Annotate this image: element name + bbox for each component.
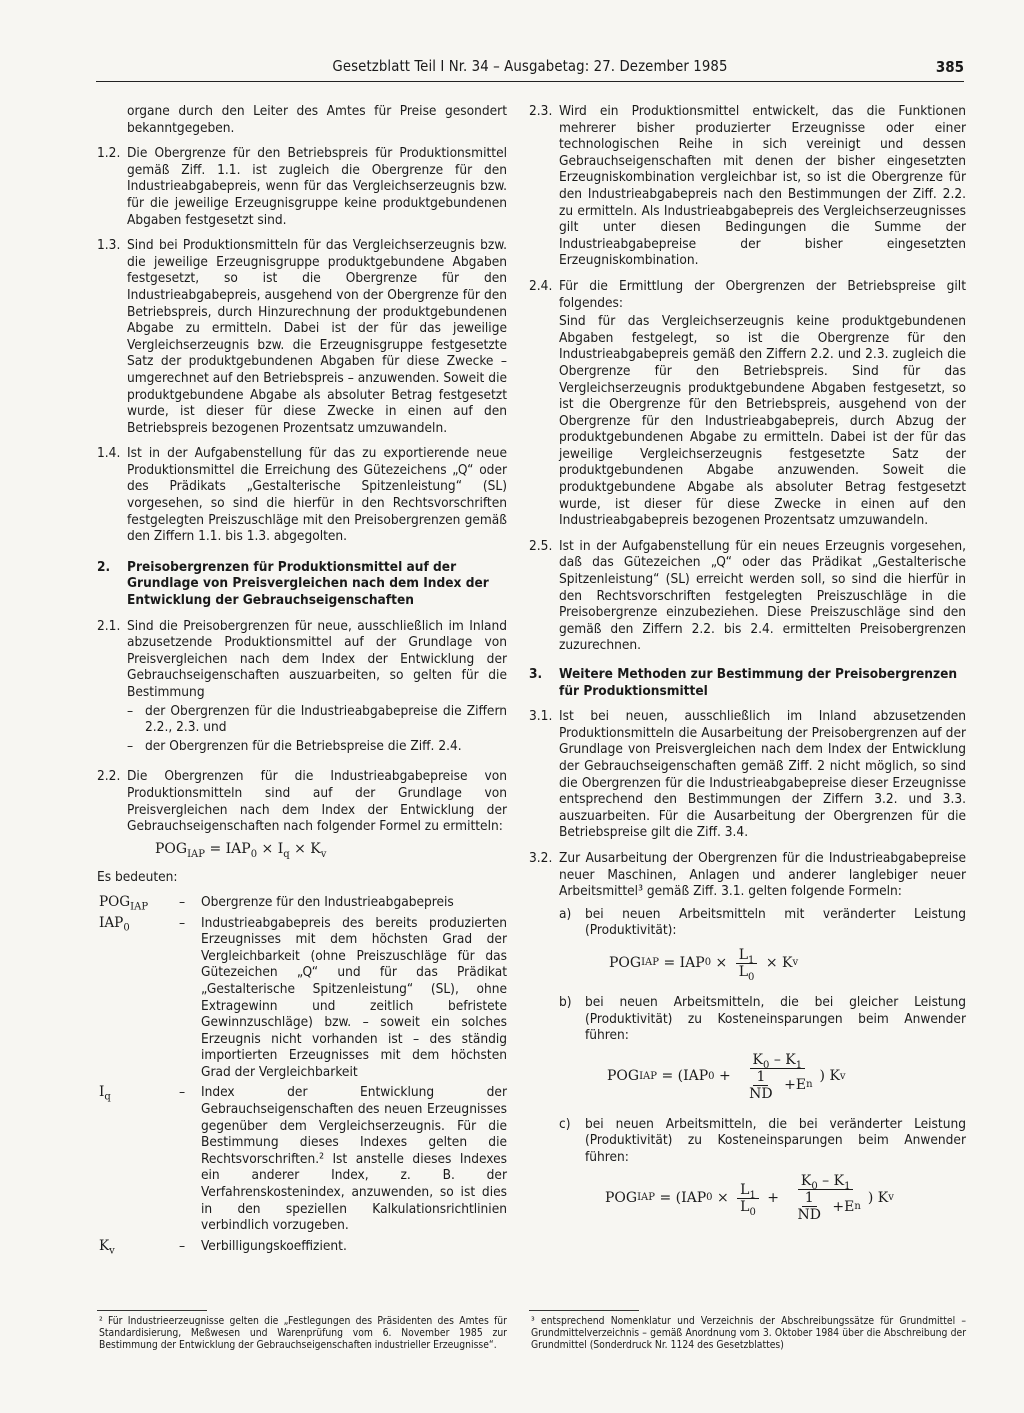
section-text: Zur Ausarbeitung der Obergrenzen für die Industrieabgabepreise neuer Maschinen, Anlagen und anderer langlebiger neuer Arbeitsmittel³ gemäß Ziff. 3.1. gelten folgende Formeln: — [559, 849, 966, 900]
section-2-3 — [529, 103, 966, 269]
definition-text: Industrieabgabepreis des bereits produzierten Erzeugnisses mit dem höchsten Grad der Vergleichbarkeit (ohne Preiszuschläge für das Gütezeichen „Q“ und für das Prädikat „Gestalterische Spitzenleistung“ (SL), ohne Extragewinn und zeitlich befristete Gewinnzuschläge) bzw. – soweit ein solches Erzeugnis nicht vorhanden ist – des ständig importierten Erzeugnisses mit dem höchsten Grad der Vergleichbarkeit — [201, 914, 507, 1080]
section-1-2 — [97, 145, 507, 228]
formula-c: POG IAP = ( IAP 0 × $\frac{L_1}{L_0}$ + $K_0 - K_1$ $\frac{1}{ND}$ + E n ) K v — [605, 1173, 894, 1224]
definition-text: Verbilligungskoeffizient. — [201, 1237, 347, 1254]
dash-item — [97, 703, 507, 736]
definition-dash: – — [179, 893, 186, 910]
section-number: 1.4. — [97, 445, 121, 462]
footnote-rule — [97, 1310, 207, 1311]
section-text: Sind die Preisobergrenzen für neue, ausschließlich im Inland abzusetzende Produktionsmittel auf der Grundlage von Preisvergleichen nach dem Index der Entwicklung der Gebrauchseigenschaften auszuarbeiten, so gelten für die Bestimmung — [127, 617, 507, 700]
definition-dash: – — [179, 914, 186, 931]
sub-item-c — [529, 1116, 966, 1166]
sub-item-letter: b) — [559, 993, 572, 1010]
definition-symbol: $POG_{IAP}$ — [99, 893, 149, 913]
section-text: Die Obergrenze für den Betriebspreis für Produktionsmittel gemäß Ziff. 1.1. ist zugleich die Obergrenze für den Industrieabgabepreis, wenn für das Vergleichserzeugnis bzw. für die jeweilige Erzeugnisgruppe keine produktgebundenen Abgaben festgesetzt sind. — [127, 145, 507, 228]
formula-b: POG IAP = ( IAP 0 + $K_0 - K_1$ $\frac{1}{ND}$ + E n ) K v — [607, 1051, 846, 1102]
sub-item-a — [529, 906, 966, 939]
page-number: 385 — [935, 58, 964, 76]
heading-text: Preisobergrenzen für Produktionsmittel auf der Grundlage von Preisvergleichen nach dem Index der Entwicklung der Gebrauchseigenschaften — [127, 558, 489, 609]
heading-number: 2. — [97, 558, 111, 575]
paragraph-continuation: organe durch den Leiter des Amtes für Preise gesondert bekanntgegeben. — [127, 103, 507, 136]
header-title: Gesetzblatt Teil I Nr. 34 – Ausgabetag: 27. Dezember 1985 — [332, 58, 728, 75]
section-3-2 — [529, 850, 966, 900]
definition-symbol: $I_q$ — [99, 1084, 111, 1104]
definition-row — [99, 894, 507, 911]
heading-text: Weitere Methoden zur Bestimmung der Preisobergrenzen für Produktionsmittel — [559, 666, 958, 699]
footnote-rule — [529, 1310, 639, 1311]
section-number: 2.2. — [97, 768, 121, 785]
definition-dash: – — [179, 1237, 186, 1254]
heading-number: 3. — [529, 666, 543, 682]
section-number: 1.2. — [97, 145, 121, 162]
formula-pog-iap: $POG_{IAP} = IAP_0 \times I_q \times K_v$ — [155, 840, 327, 860]
footnote-text: ² Für Industrieerzeugnisse gelten die „Festlegungen des Präsidenten des Amtes für Standardisierung, Meßwesen und Warenprüfung vom 6. November 1985 zur Bestimmung der Entwicklung der Gebrauchseigenschaften industrieller Erzeugnisse“. — [99, 1315, 507, 1351]
section-2-5 — [529, 538, 966, 654]
definition-row — [99, 1084, 507, 1233]
section-3-1 — [529, 708, 966, 841]
dash-item — [97, 738, 507, 755]
formula-a: POG IAP = IAP 0 × $\frac{L_1}{L_0}$ × K v — [609, 946, 799, 983]
right-column — [529, 103, 966, 1237]
section-2-4-body: Sind für das Vergleichserzeugnis keine produktgebundenen Abgaben festgelegt, so ist die Obergrenze für den Industrieabgabepreis gemäß den Ziffern 2.2. und 2.3. zugleich die Obergrenze für den Betriebspreis. Sind für das Vergleichserzeugnis produktgebundene Abgaben festgesetzt, so ist die Obergrenze für den Betriebspreis, ausgehend von der Obergrenze für den Industrieabgabepreis, durch Abzug der produktgebundenen Abgabe zu ermitteln. Dabei ist der für das jeweilige Vergleichserzeugnis festgesetzte Satz der produktgebundenen Abgabe anzuwenden. Soweit die produktgebundene Abgabe als absoluter Betrag festgesetzt wurde, ist dieser für diese Zwecke in einen auf den Industrieabgabepreis bezogenen Prozentsatz umzuwandeln. — [559, 313, 966, 529]
dash-bullet: – — [127, 702, 134, 719]
heading-2 — [97, 559, 507, 609]
section-text: Ist bei neuen, ausschließlich im Inland abzusetzenden Produktionsmitteln die Ausarbeitung der Preisobergrenzen auf der Grundlage von Preisvergleichen nach dem Index der Entwicklung der Gebrauchseigenschaften gemäß Ziff. 2 nicht möglich, so sind die Obergrenzen für die Industrieabgabepreise dieser Erzeugnisse entsprechend den Bestimmungen der Ziffern 3.2. und 3.3. auszuarbeiten. Für die Ausarbeitung der Obergrenzen für die Betriebspreise gilt die Ziff. 3.4. — [559, 708, 966, 841]
sub-item-letter: a) — [559, 905, 572, 922]
section-2-4 — [529, 278, 966, 311]
footnote-3 — [529, 1310, 966, 1351]
heading-3 — [529, 666, 966, 699]
definition-symbol: $IAP_0$ — [99, 914, 130, 934]
es-bedeuten-label: Es bedeuten: — [97, 869, 178, 886]
definition-row — [99, 1238, 507, 1255]
section-number: 2.3. — [529, 103, 553, 119]
section-1-4 — [97, 445, 507, 545]
section-number: 3.2. — [529, 849, 553, 866]
section-number: 1.3. — [97, 237, 121, 254]
dash-bullet: – — [127, 737, 134, 754]
section-2-2 — [97, 768, 507, 834]
definition-text: Index der Entwicklung der Gebrauchseigenschaften des neuen Erzeugnisses gegenüber dem Vergleichserzeugnis. Für die Bestimmung dieses Indexes gelten die Rechtsvorschriften.² Ist anstelle dieses Indexes ein anderer Index, z. B. der Verfahrenskostenindex, anzuwenden, so ist dies in den speziellen Kalkulationsrichtlinien verbindlich vorzugeben. — [201, 1084, 507, 1234]
section-number: 3.1. — [529, 708, 553, 725]
section-text: Die Obergrenzen für die Industrieabgabepreise von Produktionsmitteln sind auf der Grundlage von Preisvergleichen nach dem Index der Entwicklung der Gebrauchseigenschaften nach folgender Formel zu ermitteln: — [127, 768, 507, 835]
sub-item-letter: c) — [559, 1115, 571, 1132]
section-number: 2.4. — [529, 277, 553, 294]
sub-item-b — [529, 994, 966, 1044]
section-text: Ist in der Aufgabenstellung für ein neues Erzeugnis vorgesehen, daß das Gütezeichen „Q“ oder das Prädikat „Gestalterische Spitzenleistung“ (SL) erreicht werden soll, so sind die hierfür in den Rechtsvorschriften festgelegten Preiszuschläge in die Preisobergrenze einzubeziehen. Diese Preiszuschläge sind den gemäß den Ziffern 2.2. bis 2.4. ermittelten Preisobergrenzen zuzurechnen. — [559, 537, 966, 654]
sub-item-text: bei neuen Arbeitsmitteln, die bei gleicher Leistung (Produktivität) zu Kosteneinsparungen beim Anwender führen: — [585, 993, 966, 1044]
definition-symbol: $K_v$ — [99, 1237, 115, 1257]
definition-text: Obergrenze für den Industrieabgabepreis — [201, 893, 454, 910]
page-header — [96, 59, 964, 82]
definitions-list — [97, 893, 507, 1257]
sub-item-text: bei neuen Arbeitsmitteln, die bei veränderter Leistung (Produktivität) zu Kosteneinsparungen beim Anwender führen: — [585, 1115, 966, 1165]
section-2-1 — [97, 618, 507, 701]
section-text: Sind bei Produktionsmitteln für das Vergleichserzeugnis bzw. die jeweilige Erzeugnisgruppe produktgebundene Abgaben festgesetzt, so ist die Obergrenze für den Industrieabgabepreis, ausgehend von der Obergrenze für den Betriebspreis, durch Hinzurechnung der produktgebundenen Abgabe zu ermitteln. Dabei ist der für das jeweilige Vergleichserzeugnis bzw. die Erzeugnisgruppe festgesetzte Satz der produktgebundenen Abgaben für diese Zwecke – umgerechnet auf den Betriebspreis – anzuwenden. Soweit die produktgebundene Abgabe als absoluter Betrag festgesetzt wurde, ist dieser für diese Zwecke in einen auf den Betriebspreis bezogenen Prozentsatz umzuwandeln. — [127, 237, 507, 436]
definition-row — [99, 915, 507, 1081]
dash-text: der Obergrenzen für die Betriebspreise die Ziff. 2.4. — [145, 737, 462, 754]
sub-item-text: bei neuen Arbeitsmitteln mit veränderter Leistung (Produktivität): — [585, 905, 966, 939]
dash-text: der Obergrenzen für die Industrieabgabepreise die Ziffern 2.2., 2.3. und — [145, 702, 507, 736]
footnote-2 — [97, 1310, 507, 1351]
left-column — [97, 103, 507, 1258]
section-number: 2.5. — [529, 537, 553, 554]
section-1-3 — [97, 237, 507, 436]
section-number: 2.1. — [97, 617, 121, 634]
footnote-text: ³ entsprechend Nomenklatur und Verzeichnis der Abschreibungssätze für Grundmittel – Grundmittelverzeichnis – gemäß Anordnung vom 3. Oktober 1984 über die Abschreibung der Grundmittel (Sonderdruck Nr. 1124 des Gesetzblattes) — [531, 1315, 966, 1351]
section-text: Ist in der Aufgabenstellung für das zu exportierende neue Produktionsmittel die Erreichung des Gütezeichens „Q“ oder des Prädikats „Gestalterische Spitzenleistung“ (SL) vorgesehen, so sind die hierfür in den Rechtsvorschriften festgelegten Preiszuschläge mit den Preisobergrenzen gemäß den Ziffern 1.1. bis 1.3. abgegolten. — [127, 445, 507, 545]
section-text: Für die Ermittlung der Obergrenzen der Betriebspreise gilt folgendes: — [559, 277, 966, 311]
definition-dash: – — [179, 1084, 186, 1101]
section-text: Wird ein Produktionsmittel entwickelt, das die Funktionen mehrerer bisher produzierter Erzeugnisse oder einer technologischen Reihe in sich vereinigt und dessen Gebrauchseigenschaften mit denen der bisher eingesetzten Erzeugniskombination vergleichbar ist, so ist die Obergrenze für den Industrieabgabepreis nach den Bestimmungen der Ziff. 2.2. zu ermitteln. Als Industrieabgabepreis des Vergleichserzeugnisses gilt unter diesen Bedingungen die Summe der Industrieabgabepreise der bisher eingesetzten Erzeugniskombination. — [559, 103, 966, 269]
